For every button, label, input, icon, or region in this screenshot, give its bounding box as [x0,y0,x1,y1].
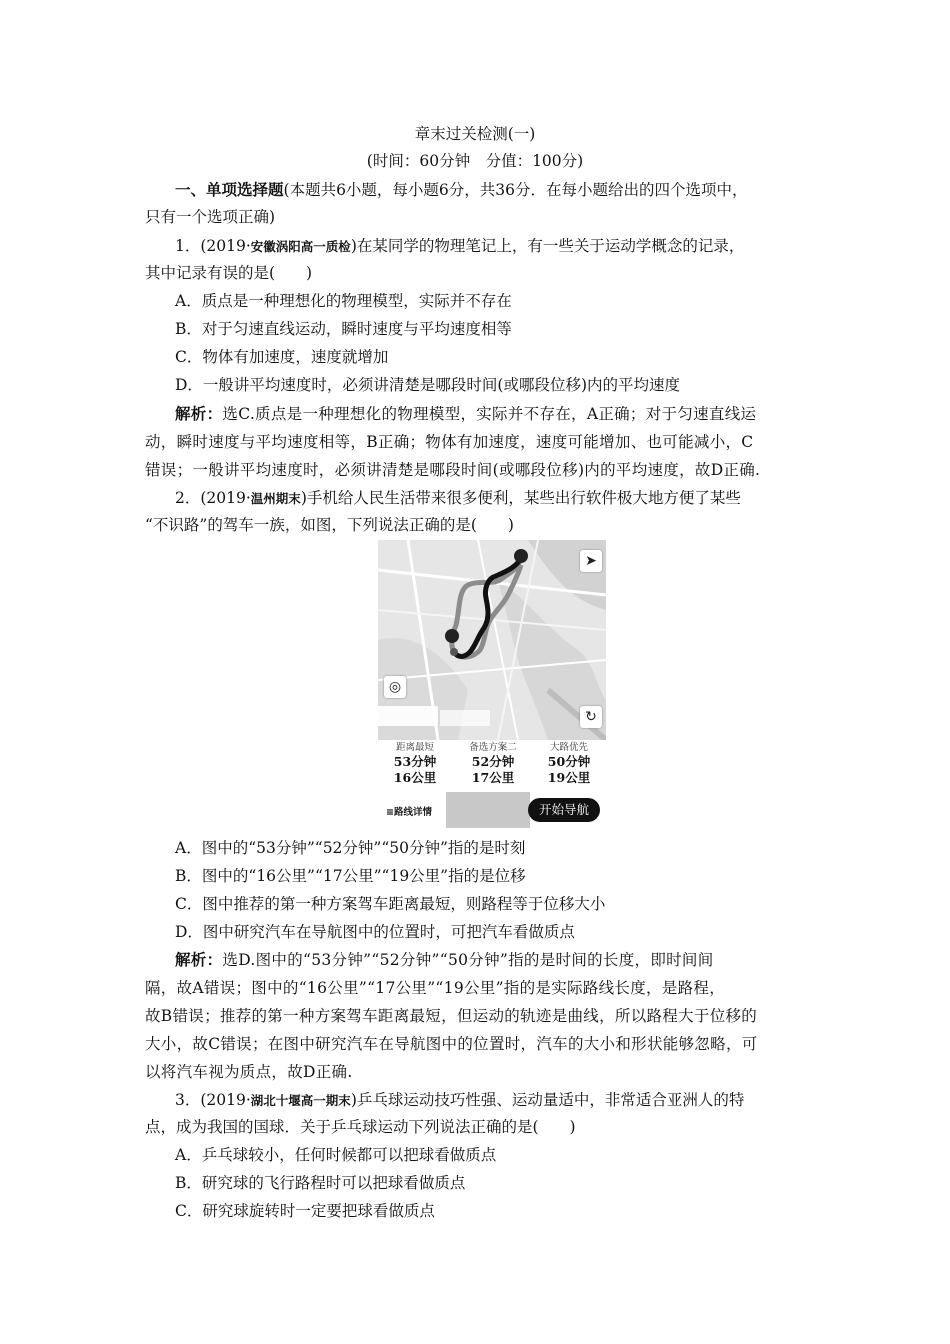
route-detail-link[interactable]: ≡路线详情 [386,807,432,818]
q2-analysis-label: 解析： [175,950,223,969]
route-map [378,540,606,740]
route-distance: 17公里 [471,770,515,785]
section-intro-text-2: 只有一个选项正确) [145,208,276,226]
route-option-2[interactable] [458,742,528,786]
location-icon[interactable]: ◎ [384,676,406,698]
route-option-3[interactable] [534,742,604,786]
q2-analysis-text-2: 隔，故A错误；图中的“16公里”“17公里”“19公里”指的是实际路线长度，是路程， [145,979,726,997]
q3-option-a: A．乒乓球较小，任何时候都可以把球看做质点 [175,1146,497,1164]
q2-stem-text-1: )手机给人民生活带来很多便利，某些出行软件极大地方便了某些 [300,489,741,507]
start-navigation-button[interactable]: 开始导航 [528,798,600,822]
navigation-bar [378,792,606,828]
q3-stem [175,1086,840,1115]
q2-analysis-text-1: 选D.图中的“53分钟”“52分钟”“50分钟”指的是时间的长度，即时间间 [222,951,714,969]
q2-source: 温州期末 [250,491,301,506]
q1-number: 1．(2019· [175,237,251,255]
refresh-icon[interactable]: ↻ [580,706,602,728]
q1-stem-text-1: )在某同学的物理笔记上，有一些关于运动学概念的记录， [350,237,745,255]
q2-option-b: B．图中的“16公里”“17公里”“19公里”指的是位移 [175,867,526,885]
q2-analysis [175,946,840,974]
section-heading: 一、单项选择题 [175,180,284,199]
q3-stem-text-2: 点，成为我国的国球．关于乒乓球运动下列说法正确的是( ) [145,1118,576,1136]
q2-option-c: C．图中推荐的第一种方案驾车距离最短，则路程等于位移大小 [175,895,606,913]
q3-option-c: C．研究球旋转时一定要把球看做质点 [175,1202,435,1220]
page-subtitle: (时间：60分钟 分值：100分) [366,152,584,170]
q2-option-d: D．图中研究汽车在导航图中的位置时，可把汽车看做质点 [175,923,575,941]
route-time: 50分钟 [547,754,591,769]
page-title: 章末过关检测(一) [414,125,536,143]
q1-analysis-text-2: 动，瞬时速度与平均速度相等，B正确；物体有加速度，速度可能增加、也可能减小，C [145,433,754,451]
route-time: 52分钟 [471,754,515,769]
q1-stem-text-2: 其中记录有误的是( ) [145,264,313,282]
q1-analysis-text-1: 选C.质点是一种理想化的物理模型，实际并不存在，A正确；对于匀速直线运 [222,405,757,423]
q1-option-b: B．对于匀速直线运动，瞬时速度与平均速度相等 [175,320,512,338]
q2-option-a: A．图中的“53分钟”“52分钟”“50分钟”指的是时刻 [175,839,526,857]
route-distance: 16公里 [393,770,437,785]
q3-source: 湖北十堰高一期末 [250,1093,351,1108]
q1-option-c: C．物体有加速度，速度就增加 [175,348,389,366]
grey-block [446,792,530,828]
map-graphic [378,540,606,740]
route-option-1[interactable] [380,742,450,786]
q1-option-a: A．质点是一种理想化的物理模型，实际并不存在 [175,292,512,310]
q3-number: 3．(2019· [175,1091,251,1109]
route-distance: 19公里 [547,770,591,785]
q2-analysis-text-4: 大小，故C错误；在图中研究汽车在导航图中的位置时，汽车的大小和形状能够忽略，可 [145,1035,758,1053]
section-intro-text-1: (本题共6小题，每小题6分，共36分．在每小题给出的四个选项中， [283,181,748,199]
route-name: 大路优先 [549,742,588,753]
route-time: 53分钟 [393,754,437,769]
q2-analysis-text-5: 以将汽车视为质点，故D正确. [145,1063,353,1081]
route-options [378,740,606,792]
q2-analysis-text-3: 故B错误；推荐的第一种方案驾车距离最短，但运动的轨迹是曲线，所以路程大于位移的 [145,1007,758,1025]
navigation-figure [378,540,606,828]
compass-icon[interactable]: ➤ [580,550,602,572]
q2-number: 2．(2019· [175,489,251,507]
section-intro [175,176,840,204]
q3-stem-text-1: )乒乓球运动技巧性强、运动量适中，非常适合亚洲人的特 [350,1091,745,1109]
q1-stem [175,232,840,261]
q3-option-b: B．研究球的飞行路程时可以把球看做质点 [175,1174,466,1192]
q1-analysis [175,400,840,428]
route-name: 备选方案二 [469,742,517,753]
q1-option-d: D．一般讲平均速度时，必须讲清楚是哪段时间(或哪段位移)内的平均速度 [175,376,681,394]
q2-stem-text-2: “不识路”的驾车一族，如图，下列说法正确的是( ) [145,516,514,534]
q2-stem [175,484,840,513]
route-name: 距离最短 [395,742,434,753]
q1-analysis-label: 解析： [175,404,223,423]
q1-source: 安徽涡阳高一质检 [250,239,351,254]
q1-analysis-text-3: 错误；一般讲平均速度时，必须讲清楚是哪段时间(或哪段位移)内的平均速度，故D正确. [145,461,761,479]
